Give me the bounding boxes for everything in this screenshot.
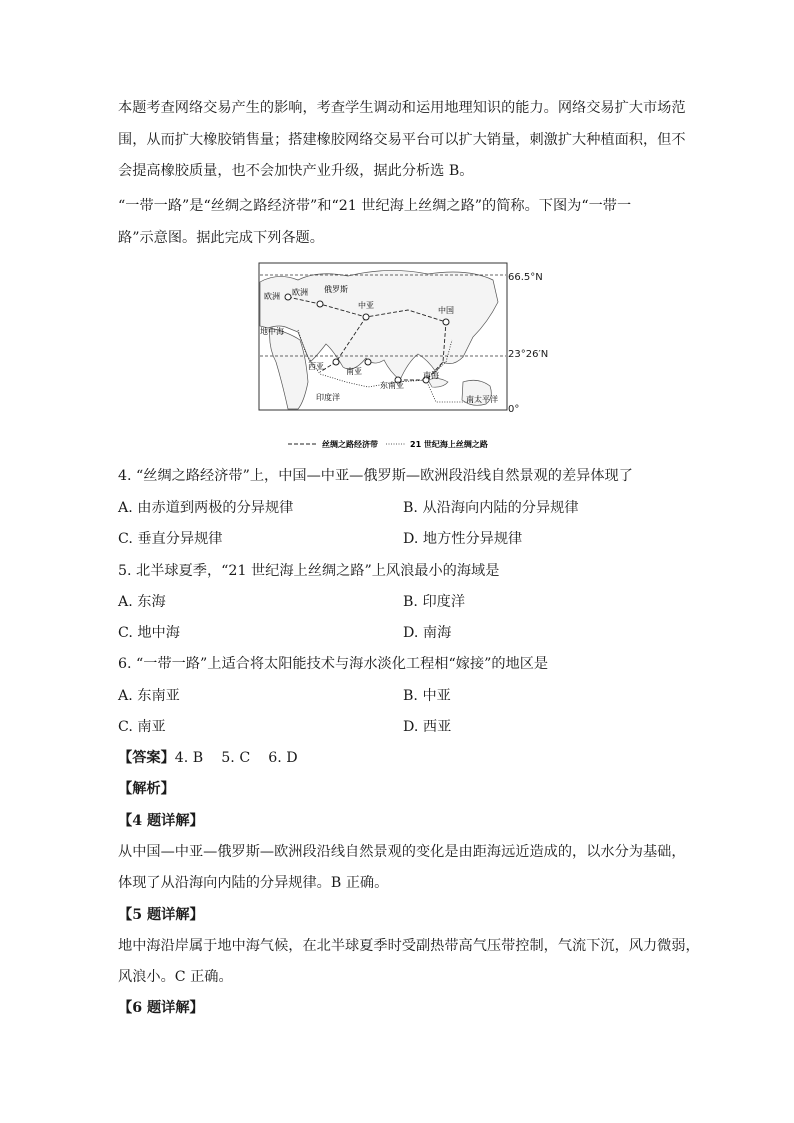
question-stem: 6. “一带一路”上适合将太阳能技术与海水淡化工程相“嫁接”的地区是 — [118, 656, 549, 672]
label-europe: 欧洲 — [264, 292, 280, 301]
question-stem: 4. “丝绸之路经济带”上，中国—中亚—俄罗斯—欧洲段沿线自然景观的差异体现了 — [118, 468, 633, 484]
intro-line: “一带一路”是“丝绸之路经济带”和“21 世纪海上丝绸之路”的简称。下图为“一带一 — [118, 198, 632, 214]
label-russia: 俄罗斯 — [324, 285, 348, 294]
detail5-line: 地中海沿岸属于地中海气候，在北半球夏季时受副热带高气压带控制，气流下沉，风力微弱， — [118, 938, 700, 954]
option-d: D. 西亚 — [403, 719, 452, 735]
detail4-line: 从中国—中亚—俄罗斯—欧洲段沿线自然景观的变化是由距海远近造成的，以水分为基础， — [118, 844, 686, 860]
label-lat-0: 0° — [508, 404, 520, 415]
option-b: B. 印度洋 — [403, 594, 466, 610]
label-south-pacific: 南太平洋 — [466, 395, 498, 404]
label-lat-2326: 23°26′N — [508, 349, 549, 360]
analysis-label: 【解析】 — [118, 781, 175, 797]
detail6-label: 【6 题详解】 — [118, 1000, 204, 1016]
option-a: A. 东南亚 — [118, 688, 180, 704]
answer-text: 4. B 5. C 6. D — [174, 750, 298, 766]
question-stem: 5. 北半球夏季，“21 世纪海上丝绸之路”上风浪最小的海域是 — [118, 563, 500, 579]
node-china — [443, 319, 449, 325]
node-south-asia — [365, 359, 371, 365]
legend-land-label: 丝绸之路经济带 — [322, 440, 378, 449]
option-d: D. 地方性分异规律 — [403, 531, 523, 547]
answer-line — [118, 748, 298, 768]
label-central-asia: 中亚 — [358, 301, 374, 310]
paragraph-line: 围，从而扩大橡胶销售量；搭建橡胶网络交易平台可以扩大销量，刺激扩大种植面积，但不 — [118, 132, 686, 148]
paragraph-line: 本题考查网络交易产生的影响，考查学生调动和运用地理知识的能力。网络交易扩大市场范 — [118, 100, 686, 116]
legend-sea-label: 21 世纪海上丝绸之路 — [410, 440, 488, 449]
label-europe: 欧洲 — [292, 288, 308, 297]
detail4-label: 【4 题详解】 — [118, 813, 204, 829]
label-south-asia: 南亚 — [346, 367, 362, 376]
label-southeast-asia: 东南亚 — [380, 381, 404, 390]
paragraph-line: 会提高橡胶质量，也不会加快产业升级，据此分析选 B。 — [118, 163, 474, 179]
option-c: C. 地中海 — [118, 625, 180, 641]
label-indian-ocean: 印度洋 — [316, 393, 340, 402]
label-west-asia: 西亚 — [308, 362, 324, 371]
label-china: 中国 — [438, 306, 454, 315]
option-b: B. 从沿海向内陆的分异规律 — [403, 500, 579, 516]
answer-label: 【答案】 — [118, 750, 175, 766]
option-c: C. 南亚 — [118, 719, 166, 735]
option-d: D. 南海 — [403, 625, 452, 641]
option-a: A. 东海 — [118, 594, 166, 610]
label-mediterranean: 地中海 — [260, 327, 284, 336]
option-b: B. 中亚 — [403, 688, 451, 704]
node-russia — [317, 301, 323, 307]
detail4-line: 体现了从沿海向内陆的分异规律。B 正确。 — [118, 875, 389, 891]
node-europe — [285, 294, 291, 300]
option-a: A. 由赤道到两极的分异规律 — [118, 500, 294, 516]
detail5-label: 【5 题详解】 — [118, 907, 204, 923]
detail5-line: 风浪小。C 正确。 — [118, 969, 233, 985]
belt-road-map — [258, 262, 508, 452]
node-central-asia — [363, 314, 369, 320]
node-west-asia — [333, 359, 339, 365]
label-lat-665-outer: 66.5°N — [508, 272, 543, 283]
option-c: C. 垂直分异规律 — [118, 531, 223, 547]
label-south-china-sea: 南海 — [423, 371, 439, 380]
intro-line: 路”示意图。据此完成下列各题。 — [118, 230, 324, 246]
